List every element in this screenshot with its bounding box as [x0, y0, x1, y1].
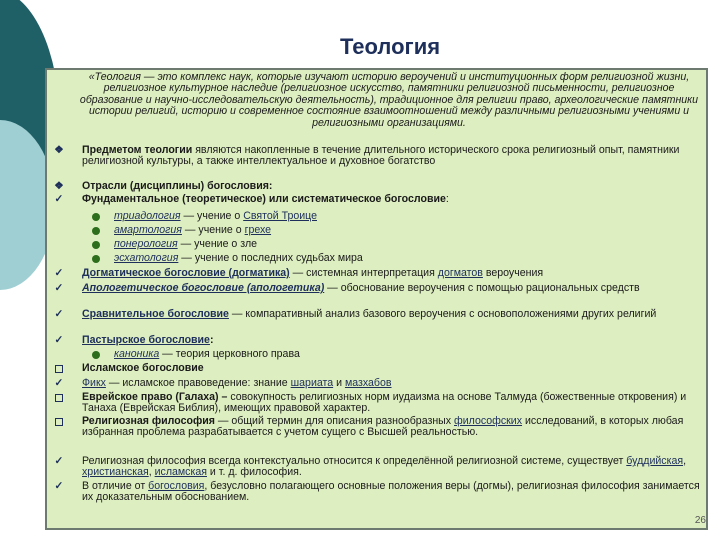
term-link[interactable]: Апологетическое богословие (апологетика) — [82, 282, 325, 294]
checkmark-bullet-icon: ✓ — [54, 308, 64, 320]
list-item-text — [82, 481, 707, 504]
text-span: — учение о последних судьбах мира — [178, 252, 363, 264]
text-span: вероучения — [482, 267, 544, 279]
text-span: : — [445, 193, 449, 205]
square-bullet-icon — [55, 394, 63, 402]
list-item-text — [114, 211, 707, 222]
text-span: исследований, в которых любая избранная проблема разрабатывается с учетом сущего с Высшей реальностью. — [82, 415, 684, 439]
term-link[interactable]: Святой Троице — [243, 210, 317, 222]
term-link[interactable]: грехе — [244, 224, 272, 236]
intro-paragraph: «Теология — это комплекс наук, которые изучают историю вероучений и институционных форм религиозной жизни, религиозное культурное наследие (религиозное искусство, памятники религиозной письменности, религиозное образование и научно-исследовательскую деятельность), традиционное для религии право, археологические памятники истории религий, историю и современное состояние взаимоотношений между различными религиозными учениями и религиозными организациями. — [79, 71, 699, 129]
text-span: и т. д. философия. — [206, 466, 302, 479]
text-span: , — [683, 455, 687, 467]
round-bullet-icon — [92, 241, 100, 249]
checkmark-bullet-icon: ✓ — [54, 480, 64, 492]
text-span: — компаративный анализ базового вероучения с основоположениями других религий — [228, 308, 657, 320]
text-span: В отличие от — [82, 480, 149, 492]
term-link[interactable]: мазхабов — [344, 377, 392, 389]
page-number: 26 — [694, 515, 706, 526]
term-link[interactable]: исламская — [154, 466, 207, 479]
diamond-bullet-icon: ❖ — [54, 180, 64, 192]
term-link[interactable]: понерология — [114, 238, 178, 250]
text-span: Религиозная философия — [82, 415, 215, 427]
list-item-text — [82, 283, 707, 294]
checkmark-bullet-icon: ✓ — [54, 334, 64, 346]
term-link[interactable]: амартология — [114, 224, 182, 236]
list-item-text — [114, 253, 707, 264]
list-item-text — [114, 225, 707, 236]
square-bullet-icon — [55, 365, 63, 373]
list-item-text — [82, 335, 707, 346]
list-item-text — [82, 416, 707, 439]
text-span: Еврейское право (Галаха) – — [82, 391, 228, 403]
text-span: Отрасли (дисциплины) богословия: — [82, 180, 273, 192]
list-item-text — [82, 392, 707, 415]
text-span: — общий термин для описания разнообразных — [214, 415, 455, 427]
list-item-text — [82, 145, 707, 168]
text-span: Религиозная философия всегда контекстуально относится к определённой религиозной системе, существует — [82, 455, 627, 467]
list-item-text — [114, 239, 707, 250]
checkmark-bullet-icon: ✓ — [54, 455, 64, 467]
text-span: — системная интерпретация — [289, 267, 438, 279]
round-bullet-icon — [92, 227, 100, 235]
text-span: — теория церковного права — [159, 348, 300, 360]
diamond-bullet-icon: ❖ — [54, 144, 64, 156]
list-item-text — [82, 194, 707, 205]
term-link[interactable]: каноника — [114, 348, 160, 360]
checkmark-bullet-icon: ✓ — [54, 193, 64, 205]
round-bullet-icon — [92, 351, 100, 359]
text-span: — учение о зле — [177, 238, 258, 250]
term-link[interactable]: Догматическое богословие (догматика) — [82, 267, 290, 279]
term-link[interactable]: догматов — [437, 267, 483, 279]
checkmark-bullet-icon: ✓ — [54, 282, 64, 294]
term-link[interactable]: триадология — [114, 210, 181, 222]
text-span: — обоснование вероучения с помощью рациональных средств — [324, 282, 640, 294]
list-item-text — [114, 349, 707, 360]
term-link[interactable]: Пастырское богословие — [82, 334, 210, 346]
term-link[interactable]: Сравнительное богословие — [82, 308, 229, 320]
text-span: , безусловно полагающего основные положения веры (догмы), религиозная философия занимается их доказательным обоснованием. — [82, 480, 700, 504]
term-link[interactable]: христианская — [82, 466, 149, 479]
term-link[interactable]: буддийская — [626, 455, 684, 467]
round-bullet-icon — [92, 255, 100, 263]
list-item-text — [82, 456, 707, 479]
text-span: и — [333, 377, 345, 389]
square-bullet-icon — [55, 418, 63, 426]
checkmark-bullet-icon: ✓ — [54, 377, 64, 389]
list-item-text — [82, 268, 707, 279]
text-span: совокупность религиозных норм иудаизма на основе Талмуда (божественные откровения) и Танаха (Еврейская Библия), имеющих правовой характер. — [82, 391, 687, 415]
slide-title: Теология — [339, 34, 441, 59]
list-item-text — [82, 181, 707, 192]
round-bullet-icon — [92, 213, 100, 221]
text-span: — учение о — [180, 210, 244, 222]
text-span: Фундаментальное (теоретическое) или систематическое богословие — [82, 193, 446, 205]
list-item-text — [82, 378, 707, 389]
text-span: , — [148, 466, 155, 479]
term-link[interactable]: богословия — [148, 480, 205, 492]
list-item-text — [82, 309, 707, 320]
text-span: : — [209, 334, 214, 346]
term-link[interactable]: философских — [454, 415, 523, 427]
list-item-text — [82, 363, 707, 374]
term-link[interactable]: шариата — [290, 377, 334, 389]
text-span: являются накопленные в течение длительного исторического срока религиозный опыт, памятники религиозной культуры, а также интеллектуальное и духовное богатство — [82, 144, 680, 168]
checkmark-bullet-icon: ✓ — [54, 267, 64, 279]
text-span: — исламское правоведение: знание — [105, 377, 291, 389]
text-span: Исламское богословие — [82, 362, 204, 374]
term-link[interactable]: Фикх — [82, 377, 106, 389]
text-span: Предметом теологии — [82, 144, 193, 156]
term-link[interactable]: эсхатология — [114, 252, 179, 264]
text-span: — учение о — [181, 224, 245, 236]
